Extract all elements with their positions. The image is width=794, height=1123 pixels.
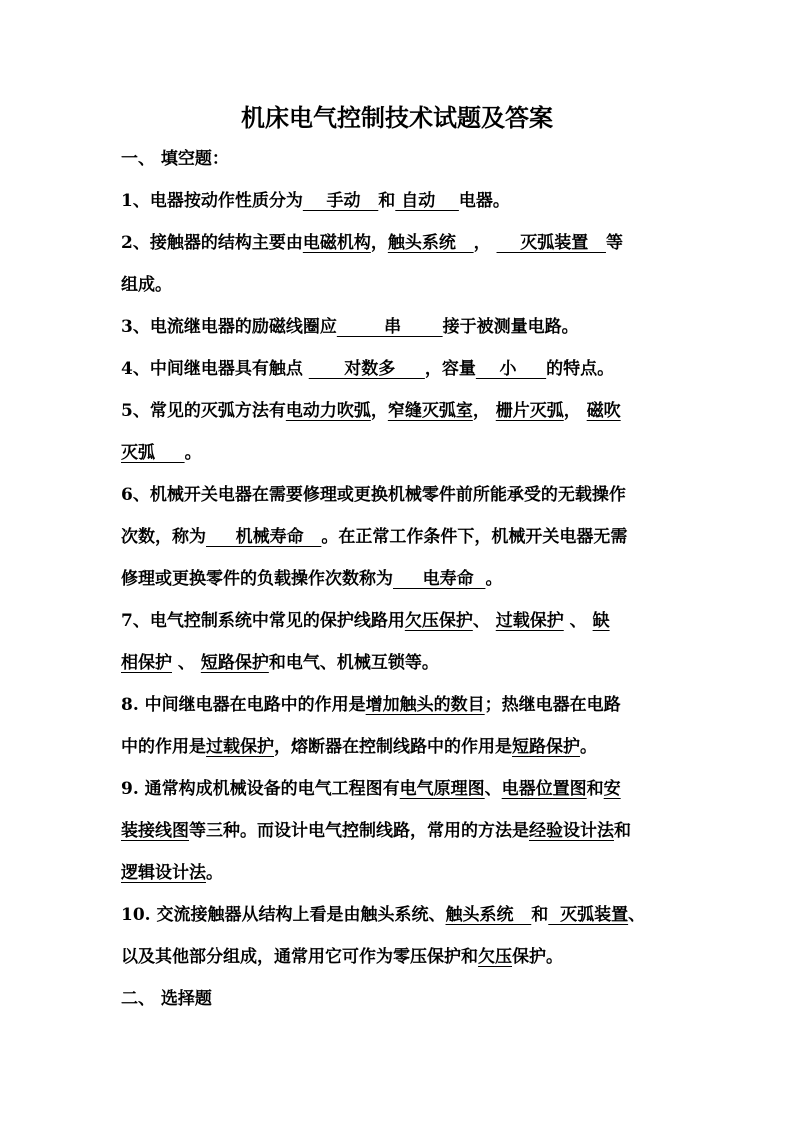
q4-answer-2: 小 [475, 359, 547, 379]
q8-text-4: ，熔断器在控制线路中的作用是 [274, 737, 512, 757]
q3-text-2: 接于被测量电路。 [442, 317, 579, 337]
q1-answer-1: 手动 [302, 191, 379, 211]
q6-text-2: 次数，称为 [121, 527, 206, 547]
q8-answer-3: 短路保护 [512, 737, 580, 757]
q6-text: 6、机械开关电器在需要修理或更换机械零件前所能承受的无载操作 [121, 485, 626, 505]
q10-text: 10. 交流接触器从结构上看是由触头系统、 [121, 905, 446, 925]
q8-text-5: 。 [580, 737, 597, 757]
question-2 [121, 230, 681, 256]
q10-text-5: 保护。 [512, 947, 563, 967]
q9-answer-3-cont: 装接线图 [121, 821, 189, 841]
q2-text: 2、接触器的结构主要由 [121, 233, 303, 253]
q5-text-5: 。 [184, 443, 202, 463]
q5-answer-2: 窄缝灭弧室 [387, 401, 473, 421]
question-6-cont-1 [121, 524, 681, 550]
question-3 [121, 314, 681, 340]
q2-answer-2: 触头系统 [387, 233, 474, 253]
q8-text: 8. 中间继电器在电路中的作用是 [121, 695, 366, 715]
q8-answer-2: 过载保护 [206, 737, 274, 757]
q7-text: 7、电气控制系统中常见的保护线路用 [121, 611, 405, 631]
q2-text-3: ， [473, 233, 491, 253]
q5-answer-3: 栅片灭弧 [495, 401, 564, 421]
question-7-cont [121, 650, 681, 676]
q2-text-5: 组成。 [121, 275, 172, 295]
q2-text-2: ， [370, 233, 388, 253]
q10-answer-3: 欠压 [478, 947, 512, 967]
q4-text: 4、中间继电器具有触点 [121, 359, 309, 379]
q5-answer-1: 电动力吹弧 [285, 401, 371, 421]
q9-text-6: 。 [206, 863, 223, 883]
q1-text-2: 和 [378, 191, 396, 211]
question-9 [121, 776, 681, 802]
q9-answer-5: 逻辑设计法 [121, 863, 206, 883]
q8-answer-1: 增加触头的数目 [365, 695, 485, 715]
q9-text-3: 和 [586, 779, 604, 799]
q4-answer-1: 对数多 [308, 359, 425, 379]
q3-text: 3、电流继电器的励磁线圈应 [121, 317, 337, 337]
question-10-cont [121, 944, 681, 970]
q5-answer-4: 磁吹 [586, 401, 621, 421]
q5-answer-4-cont: 灭弧 [121, 443, 185, 463]
q7-text-3: 、 [563, 611, 593, 631]
q4-text-2: ，容量 [424, 359, 476, 379]
q2-text-4: 等 [605, 233, 623, 253]
q5-text: 5、常见的灭弧方法有 [121, 401, 286, 421]
q7-answer-4: 短路保护 [200, 653, 269, 673]
q8-text-3: 中的作用是 [121, 737, 206, 757]
q9-text-2: 、 [484, 779, 502, 799]
q7-answer-3: 缺 [592, 611, 610, 631]
q2-answer-3: 灭弧装置 [496, 233, 606, 253]
q9-text: 9. 通常构成机械设备的电气工程图有 [121, 779, 400, 799]
q8-text-2: ；热继电器在电路 [484, 695, 621, 715]
section-fill-in-heading: 一、 填空题： [121, 149, 229, 169]
q1-text: 1、电器按动作性质分为 [121, 191, 303, 211]
q7-answer-1: 欠压保护 [404, 611, 473, 631]
q6-answer-1: 机械寿命 [206, 527, 322, 547]
question-1 [121, 188, 681, 214]
q7-text-5: 和电气、机械互锁等。 [268, 653, 439, 673]
question-9-cont-2 [121, 860, 681, 886]
question-6-cont-2 [121, 566, 681, 592]
question-5 [121, 398, 681, 424]
q10-text-2: 和 [531, 905, 549, 925]
q9-text-5: 和 [614, 821, 631, 841]
question-6 [121, 482, 681, 508]
q6-text-3: 。在正常工作条件下，机械开关电器无需 [321, 527, 628, 547]
q7-text-2: 、 [472, 611, 496, 631]
q7-answer-2: 过载保护 [495, 611, 564, 631]
q7-text-4: 、 [172, 653, 201, 673]
q2-answer-1: 电磁机构 [302, 233, 371, 253]
q10-answer-1: 触头系统 [445, 905, 532, 925]
q9-text-4: 等三种。而设计电气控制线路，常用的方法是 [189, 821, 529, 841]
q5-text-2: ， [370, 401, 388, 421]
q3-answer-1: 串 [336, 317, 443, 337]
q9-answer-3: 安 [603, 779, 621, 799]
question-4 [121, 356, 681, 382]
q10-text-3: 、 [628, 905, 646, 925]
q7-answer-3-cont: 相保护 [121, 653, 172, 673]
q9-answer-4: 经验设计法 [529, 821, 614, 841]
q6-text-4: 修理或更换零件的负载操作次数称为 [121, 569, 393, 589]
q5-text-4: ， [563, 401, 587, 421]
question-5-cont [121, 440, 681, 466]
q10-text-4: 以及其他部分组成，通常用它可作为零压保护和 [121, 947, 478, 967]
q4-text-3: 的特点。 [546, 359, 615, 379]
question-9-cont-1 [121, 818, 681, 844]
q5-text-3: ， [472, 401, 496, 421]
section-choice-heading: 二、 选择题 [121, 989, 212, 1009]
question-7 [121, 608, 681, 634]
question-8-cont [121, 734, 681, 760]
q6-text-5: 。 [485, 569, 503, 589]
q1-text-3: 电器。 [458, 191, 510, 211]
q9-answer-1: 电气原理图 [399, 779, 485, 799]
document-title: 机床电气控制技术试题及答案 [241, 103, 553, 132]
question-2-cont [121, 272, 681, 298]
q6-answer-2: 电寿命 [393, 569, 486, 589]
q1-answer-2: 自动 [395, 191, 459, 211]
question-8 [121, 692, 681, 718]
q10-answer-2: 灭弧装置 [548, 905, 629, 925]
q9-answer-2: 电器位置图 [501, 779, 587, 799]
question-10 [121, 902, 681, 928]
